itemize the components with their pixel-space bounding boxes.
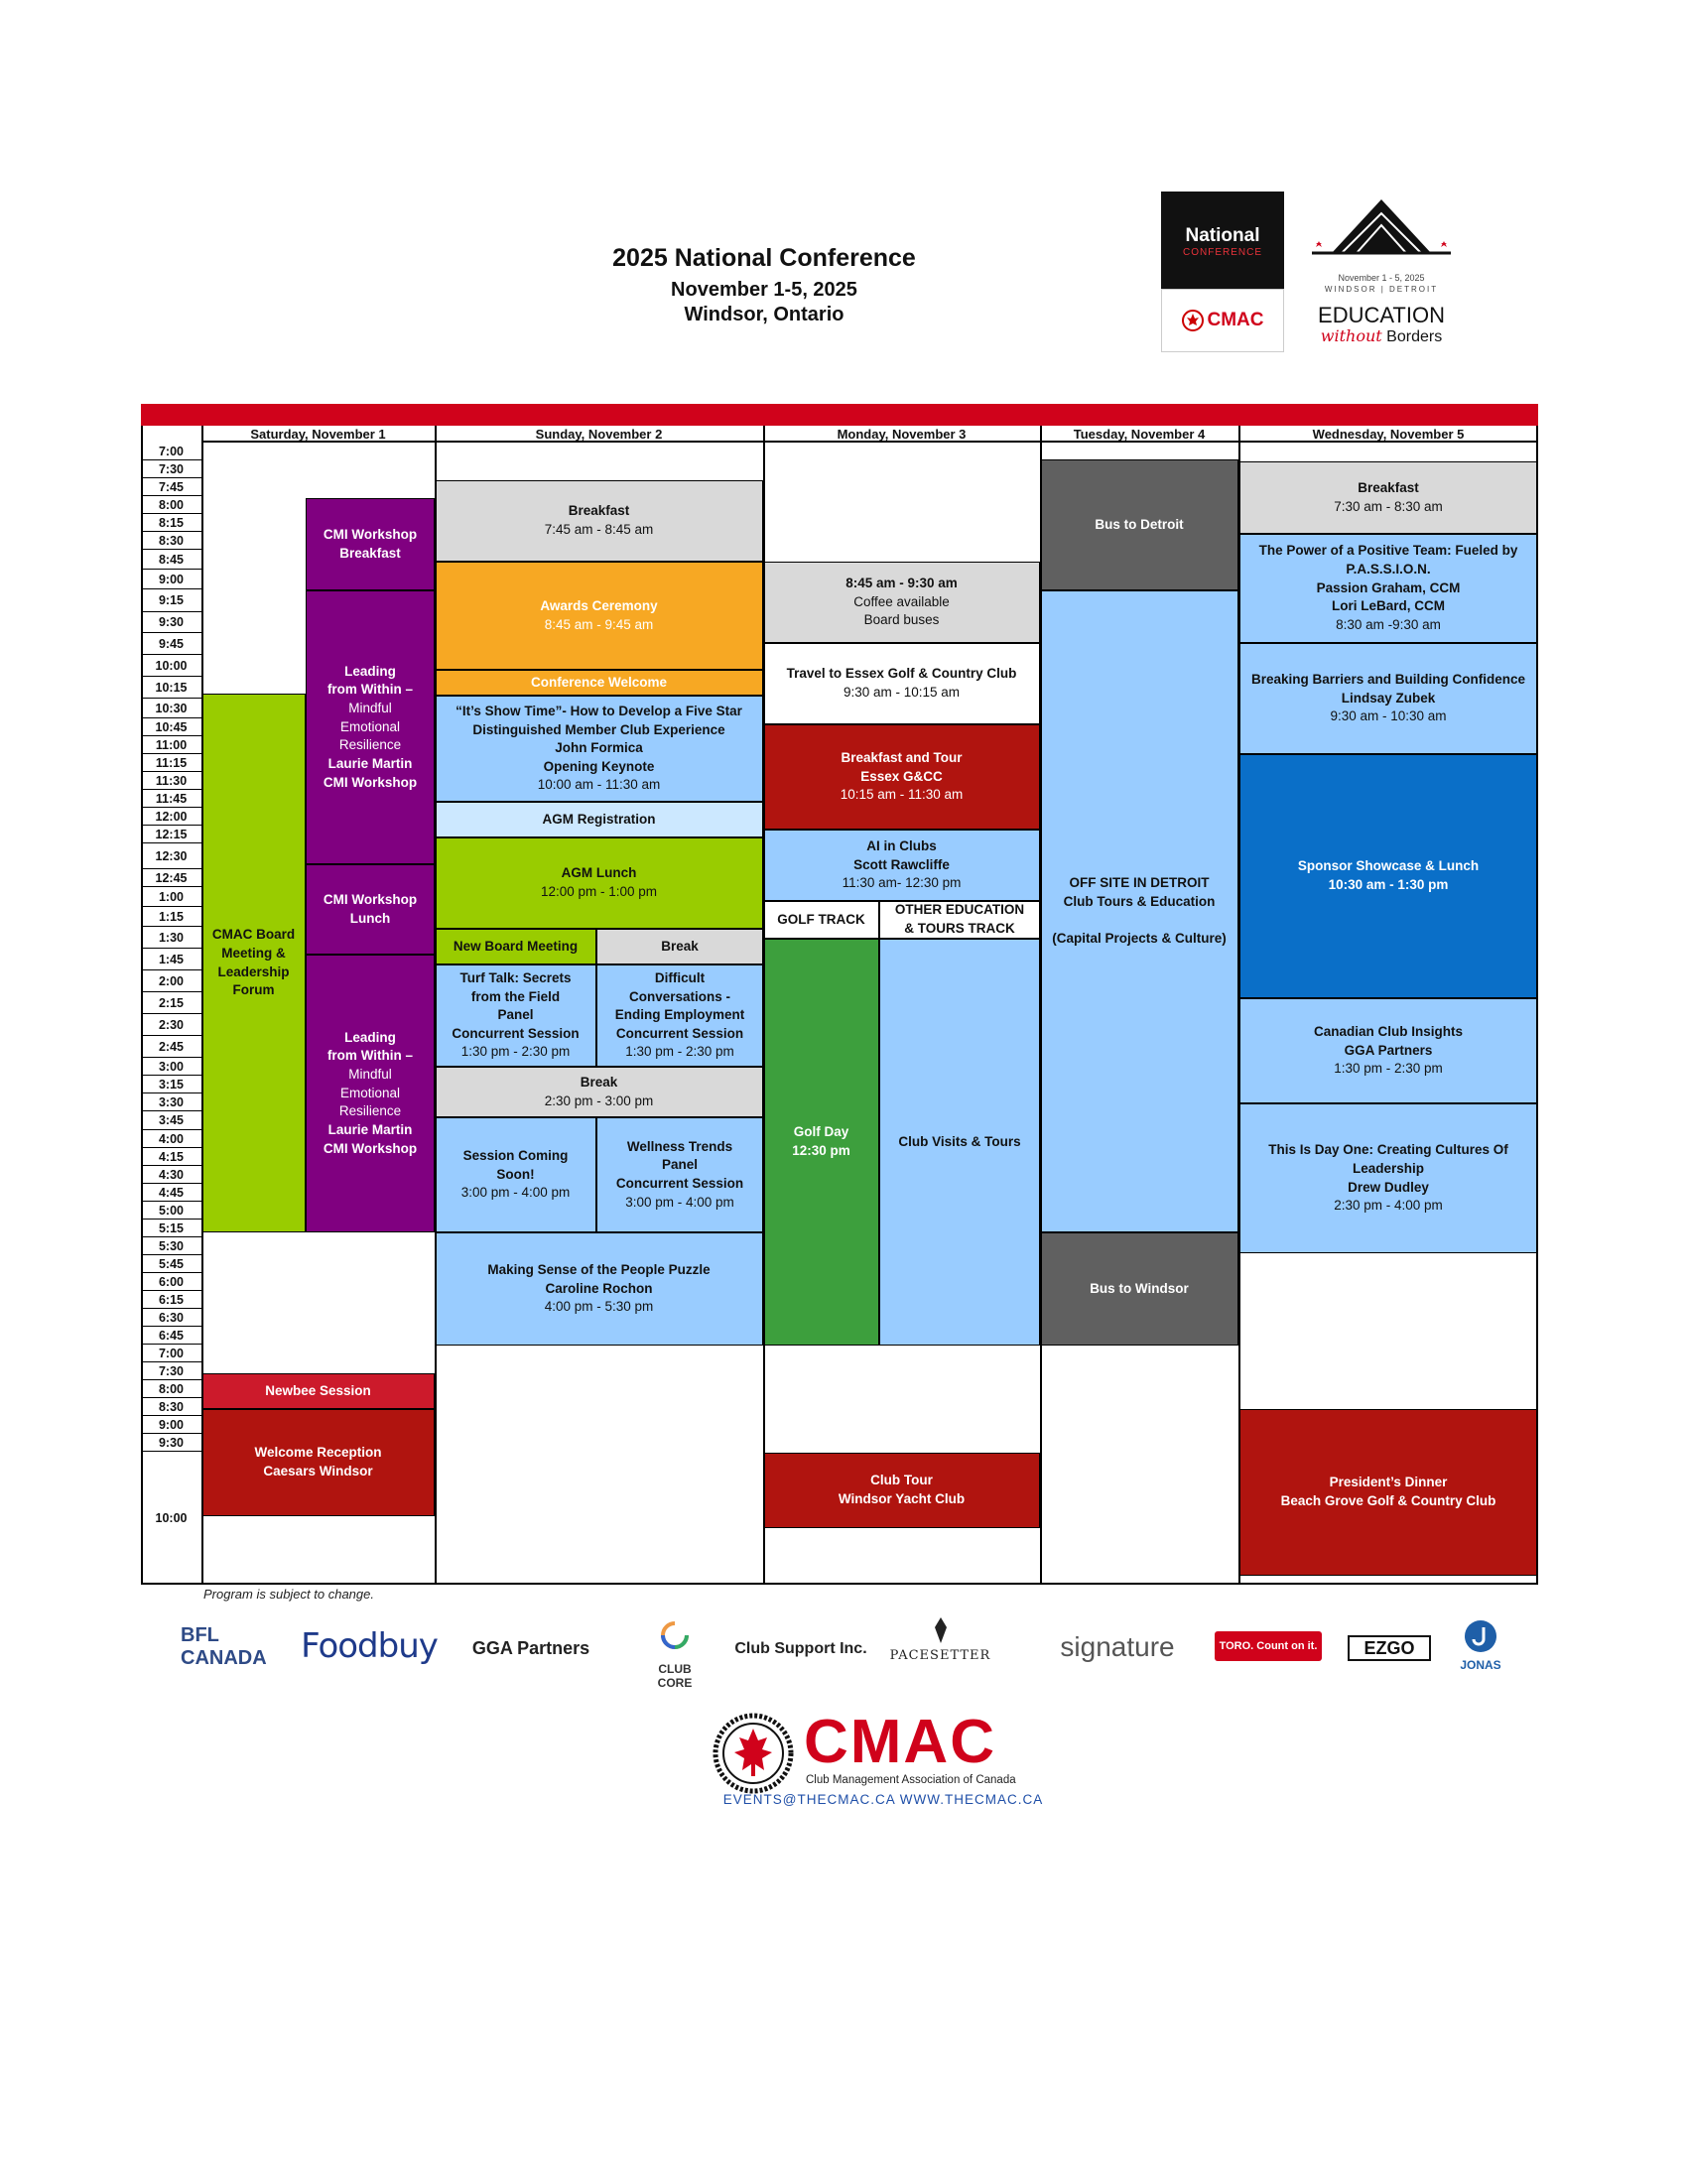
logo-conference-text: CONFERENCE — [1182, 247, 1262, 258]
event-line: Laurie Martin — [327, 755, 413, 771]
event-tue-bus-detroit — [1040, 459, 1238, 590]
education-without-borders-logo — [1302, 192, 1461, 352]
event-line: 8:30 am -9:30 am — [1336, 616, 1441, 632]
event-line: from Within – — [326, 682, 414, 698]
event-line: Concurrent Session — [615, 1176, 744, 1191]
event-wed-presidents-dinner — [1238, 1409, 1538, 1576]
event-sat-newbee — [201, 1373, 435, 1409]
time-label: 2:15 — [141, 992, 201, 1014]
event-sat-reception — [201, 1409, 435, 1516]
event-line: The Power of a Positive Team: Fueled by — [1258, 543, 1518, 559]
event-line: Leadership — [1352, 1160, 1425, 1176]
event-line: “It’s Show Time”- How to Develop a Five Star — [455, 703, 742, 718]
time-label: 8:00 — [141, 496, 201, 514]
event-mon-club-visits — [879, 939, 1040, 1346]
day-header-monday: Monday, November 3 — [763, 426, 1040, 443]
national-conference-logo — [1161, 192, 1284, 352]
event-line: Beach Grove Golf & Country Club — [1280, 1493, 1496, 1508]
event-line: Opening Keynote — [543, 758, 655, 774]
time-label: 3:00 — [141, 1058, 201, 1076]
event-line: 7:30 am - 8:30 am — [1334, 498, 1443, 514]
event-line: Ending Employment — [614, 1007, 745, 1023]
time-label: 8:30 — [141, 532, 201, 550]
pacesetter-icon — [929, 1617, 953, 1643]
schedule-note: Program is subject to change. — [203, 1587, 374, 1602]
day-header-sunday: Sunday, November 2 — [435, 426, 763, 443]
event-line: Wellness Trends — [626, 1138, 733, 1154]
time-label: 4:30 — [141, 1166, 201, 1184]
event-line: 12:30 pm — [792, 1143, 850, 1158]
event-line: CMI Workshop — [323, 1140, 418, 1156]
grid-column-line — [763, 426, 765, 1585]
event-line: Break — [580, 1074, 618, 1090]
event-line: AGM Lunch — [561, 865, 637, 881]
event-sun-agm-lunch — [435, 837, 763, 929]
event-line: 9:30 am - 10:30 am — [1330, 708, 1447, 724]
footer-links[interactable]: EVENTS@THECMAC.CA WWW.THECMAC.CA — [722, 1792, 1044, 1807]
time-label: 8:15 — [141, 514, 201, 532]
event-line: Resilience — [338, 1103, 402, 1119]
time-label: 5:30 — [141, 1237, 201, 1255]
event-line: CMI Workshop — [323, 891, 418, 907]
time-label: 10:45 — [141, 718, 201, 736]
sponsor-bfl-canada: BFL CANADA — [181, 1624, 267, 1669]
event-line: Making Sense of the People Puzzle — [487, 1262, 711, 1278]
event-line: Golf Day — [793, 1124, 849, 1140]
event-wed-breakfast — [1238, 461, 1538, 534]
event-tue-offsite — [1040, 590, 1238, 1232]
jonas-icon — [1464, 1619, 1497, 1653]
event-line: John Formica — [555, 740, 643, 756]
event-line: Windsor Yacht Club — [838, 1491, 966, 1506]
day-header-wednesday: Wednesday, November 5 — [1238, 426, 1538, 443]
grid-column-line — [141, 426, 143, 1585]
time-label: 9:30 — [141, 1434, 201, 1452]
grid-column-line — [201, 426, 203, 1585]
event-line: Concurrent Session — [615, 1025, 744, 1041]
event-line: Lori LeBard, CCM — [1331, 598, 1445, 614]
sponsor-pacesetter-label: PACESETTER — [889, 1648, 991, 1663]
sponsor-club-core — [645, 1619, 705, 1690]
event-tue-bus-windsor — [1040, 1232, 1238, 1346]
event-line: Lindsay Zubek — [1341, 690, 1436, 706]
event-mon-other-track — [879, 901, 1040, 939]
event-line: from Within – — [326, 1048, 414, 1064]
event-line: 1:30 pm - 2:30 pm — [1334, 1061, 1443, 1077]
event-line: 2:30 pm - 4:00 pm — [1334, 1198, 1443, 1214]
event-sat-board — [201, 694, 306, 1232]
time-label: 6:15 — [141, 1291, 201, 1309]
event-line: Soon! — [496, 1166, 535, 1182]
time-label: 1:00 — [141, 887, 201, 907]
time-label: 1:15 — [141, 907, 201, 927]
event-line: Caesars Windsor — [263, 1464, 373, 1478]
event-line: 8:45 am - 9:45 am — [544, 616, 654, 632]
event-wed-showcase — [1238, 754, 1538, 998]
time-label: 8:00 — [141, 1380, 201, 1398]
time-label: 10:15 — [141, 677, 201, 699]
time-label: 10:00 — [141, 655, 201, 677]
event-sun-awards — [435, 562, 763, 670]
event-line: 10:00 am - 11:30 am — [537, 777, 661, 793]
event-line: Breakfast — [1358, 479, 1419, 495]
time-label: 6:30 — [141, 1309, 201, 1327]
grid-column-line — [435, 426, 437, 1585]
event-line: 1:30 pm - 2:30 pm — [460, 1044, 571, 1060]
time-label: 12:30 — [141, 843, 201, 869]
time-label: 9:00 — [141, 570, 201, 589]
event-line: Drew Dudley — [1348, 1179, 1429, 1195]
event-line: (Capital Projects & Culture) — [1052, 931, 1227, 947]
event-line: Scott Rawcliffe — [853, 856, 950, 872]
event-line: Bus to Detroit — [1095, 516, 1184, 532]
time-label: 11:30 — [141, 772, 201, 790]
time-label: 4:15 — [141, 1148, 201, 1166]
event-line: 10:15 am - 11:30 am — [840, 787, 964, 803]
schedule-grid — [141, 426, 1538, 1585]
event-line: Laurie Martin — [327, 1121, 413, 1137]
sponsor-pacesetter — [888, 1617, 992, 1677]
time-label: 10:30 — [141, 699, 201, 718]
event-wed-barriers — [1238, 643, 1538, 754]
logo-dates: November 1 - 5, 2025 — [1338, 273, 1425, 283]
bridge-icon — [1302, 192, 1461, 271]
time-label: 1:45 — [141, 949, 201, 970]
event-sun-new-board — [435, 929, 596, 964]
event-line: Mindful — [348, 701, 392, 716]
event-line: Travel to Essex Golf & Country Club — [786, 666, 1017, 682]
event-line: Conference Welcome — [530, 674, 668, 690]
event-sun-difficult — [596, 964, 763, 1067]
event-line: 4:00 pm - 5:30 pm — [544, 1299, 654, 1315]
time-label: 6:00 — [141, 1273, 201, 1291]
event-line: Lunch — [349, 910, 391, 926]
logo-cmac-text: CMAC — [1207, 310, 1264, 330]
event-line — [1137, 912, 1141, 931]
event-line: Leading — [344, 663, 396, 679]
event-wed-insights — [1238, 998, 1538, 1103]
event-line: Club Tours & Education — [1063, 893, 1216, 909]
event-sun-welcome — [435, 670, 763, 696]
time-label: 9:00 — [141, 1416, 201, 1434]
event-line: Coffee available — [853, 593, 950, 609]
grid-column-line — [1536, 426, 1538, 1585]
time-label: 11:00 — [141, 736, 201, 754]
event-line: Awards Ceremony — [540, 597, 658, 613]
event-line: & TOURS TRACK — [904, 921, 1015, 936]
sponsor-foodbuy: Foodbuy — [301, 1626, 438, 1666]
event-line: Breakfast — [339, 545, 401, 561]
event-line: OFF SITE IN DETROIT — [1069, 875, 1210, 891]
event-wed-positive-team — [1238, 534, 1538, 643]
event-line: from the Field — [470, 988, 561, 1004]
event-line: Sponsor Showcase & Lunch — [1297, 858, 1480, 874]
event-line: GOLF TRACK — [777, 911, 865, 927]
event-line: AI in Clubs — [866, 838, 937, 854]
grid-column-line — [1040, 426, 1042, 1585]
cmac-footer-logo — [713, 1708, 1030, 1804]
event-line: Essex G&CC — [860, 768, 943, 784]
event-line: Panel — [661, 1157, 699, 1173]
event-line: 8:45 am - 9:30 am — [845, 576, 958, 591]
sponsor-jonas — [1451, 1619, 1510, 1679]
time-label: 11:15 — [141, 754, 201, 772]
sponsor-signature: signature — [1060, 1631, 1175, 1662]
event-line: 7:45 am - 8:45 am — [544, 522, 654, 537]
day-header-tuesday: Tuesday, November 4 — [1040, 426, 1238, 443]
sponsor-club-support: Club Support Inc. — [734, 1640, 867, 1657]
event-line: Mindful — [348, 1067, 392, 1083]
logo-education-text: EDUCATION — [1318, 303, 1445, 327]
event-line: Bus to Windsor — [1090, 1280, 1189, 1296]
event-sat-leading-2 — [306, 955, 435, 1232]
grid-bottom-line — [141, 1583, 1538, 1585]
event-line: Breakfast and Tour — [841, 750, 963, 766]
event-line: Break — [661, 938, 699, 954]
event-line: Concurrent Session — [452, 1025, 580, 1041]
time-label: 11:45 — [141, 790, 201, 808]
event-line: CMAC Board — [211, 927, 296, 943]
event-line: 1:30 pm - 2:30 pm — [625, 1044, 734, 1060]
event-sat-leading-1 — [306, 590, 435, 864]
logo-without-text: without — [1320, 326, 1382, 345]
time-label: 7:30 — [141, 460, 201, 478]
logo-national-text: National — [1185, 225, 1260, 246]
time-label: 2:30 — [141, 1014, 201, 1036]
time-label: 4:45 — [141, 1184, 201, 1202]
event-line: This Is Day One: Creating Cultures Of — [1268, 1142, 1508, 1158]
event-line: Leadership — [217, 964, 290, 979]
time-label: 1:30 — [141, 927, 201, 949]
event-mon-coffee — [763, 562, 1040, 643]
time-label: 12:45 — [141, 869, 201, 887]
event-mon-ai — [763, 830, 1040, 901]
event-sat-cmi-breakfast — [306, 498, 435, 590]
event-line: Breakfast — [568, 503, 630, 519]
event-sun-coming-soon — [435, 1117, 596, 1232]
club-core-icon — [645, 1619, 705, 1657]
event-line: Turf Talk: Secrets — [459, 969, 572, 985]
time-label: 3:45 — [141, 1111, 201, 1130]
event-mon-breakfast-tour — [763, 724, 1040, 830]
event-line: President’s Dinner — [1329, 1475, 1448, 1490]
event-line: Meeting & — [221, 945, 286, 961]
time-label: 5:15 — [141, 1220, 201, 1237]
event-line: Forum — [232, 982, 275, 998]
event-line: 12:00 pm - 1:00 pm — [540, 884, 658, 899]
time-label: 10:00 — [141, 1452, 201, 1585]
conference-dates: November 1-5, 2025 — [671, 279, 857, 301]
event-mon-travel — [763, 643, 1040, 724]
sponsor-ezgo: EZGO — [1348, 1635, 1431, 1661]
event-line: Club Tour — [870, 1473, 933, 1488]
footer-cmac-subtitle: Club Management Association of Canada — [806, 1774, 1016, 1786]
event-line: Difficult — [654, 969, 706, 985]
event-sun-people-puzzle — [435, 1232, 763, 1346]
conference-location: Windsor, Ontario — [684, 304, 844, 325]
event-wed-day-one — [1238, 1103, 1538, 1253]
sponsor-club-core-label: CLUB CORE — [657, 1662, 693, 1690]
event-sun-wellness — [596, 1117, 763, 1232]
time-label: 4:00 — [141, 1130, 201, 1148]
event-sun-break-1 — [596, 929, 763, 964]
event-line: Newbee Session — [265, 1382, 371, 1398]
time-label: 3:30 — [141, 1093, 201, 1111]
event-line: CMI Workshop — [323, 774, 418, 790]
sponsor-gga-partners: GGA Partners — [471, 1637, 590, 1658]
time-label: 5:00 — [141, 1202, 201, 1220]
event-sun-keynote — [435, 696, 763, 802]
time-label: 12:15 — [141, 826, 201, 843]
footer-cmac-text: CMAC — [804, 1708, 996, 1776]
event-sun-breakfast — [435, 480, 763, 562]
event-line: OTHER EDUCATION — [894, 902, 1025, 918]
maple-leaf-seal-icon — [713, 1713, 794, 1794]
event-line: Passion Graham, CCM — [1316, 579, 1461, 595]
event-sun-turf — [435, 964, 596, 1067]
day-header-saturday: Saturday, November 1 — [201, 426, 435, 443]
time-label: 2:45 — [141, 1036, 201, 1058]
event-line: Club Visits & Tours — [898, 1133, 1021, 1149]
event-line: Conversations - — [628, 988, 731, 1004]
event-line: Session Coming — [462, 1148, 569, 1164]
event-line: Leading — [344, 1029, 396, 1045]
time-label: 9:30 — [141, 612, 201, 633]
sponsor-toro: TORO. Count on it. — [1215, 1631, 1322, 1661]
time-label: 8:30 — [141, 1398, 201, 1416]
maple-leaf-icon — [1182, 310, 1204, 331]
sponsor-jonas-label: JONAS — [1460, 1658, 1501, 1672]
logo-cities: WINDSOR | DETROIT — [1324, 285, 1439, 294]
time-label: 9:45 — [141, 633, 201, 655]
time-label: 7:45 — [141, 478, 201, 496]
event-line: Emotional — [339, 1085, 401, 1100]
event-line: Emotional — [339, 718, 401, 734]
event-mon-club-tour — [763, 1453, 1040, 1528]
event-line: New Board Meeting — [453, 938, 579, 954]
event-line: Panel — [497, 1007, 534, 1023]
time-label: 2:00 — [141, 970, 201, 992]
event-line: Breaking Barriers and Building Confidence — [1250, 672, 1526, 688]
logo-borders-text: Borders — [1386, 328, 1443, 345]
time-label: 7:00 — [141, 1345, 201, 1362]
event-sun-agm-reg — [435, 802, 763, 837]
event-line: 3:00 pm - 4:00 pm — [625, 1194, 734, 1210]
time-label: 9:15 — [141, 589, 201, 612]
event-line: Caroline Rochon — [545, 1280, 653, 1296]
event-line: 10:30 am - 1:30 pm — [1328, 877, 1449, 892]
event-mon-golf-track — [763, 901, 879, 939]
event-line: Welcome Reception — [254, 1445, 382, 1461]
event-line: Board buses — [863, 612, 940, 628]
event-sun-break-2 — [435, 1067, 763, 1117]
time-label: 7:00 — [141, 443, 201, 460]
event-line: 3:00 pm - 4:00 pm — [460, 1185, 571, 1201]
event-line: P.A.S.S.I.O.N. — [1346, 562, 1431, 578]
event-line: CMI Workshop — [323, 526, 418, 542]
event-line: 2:30 pm - 3:00 pm — [544, 1092, 654, 1108]
time-label: 3:15 — [141, 1076, 201, 1093]
time-label: 5:45 — [141, 1255, 201, 1273]
time-label: 7:30 — [141, 1362, 201, 1380]
event-line: AGM Registration — [542, 811, 656, 827]
event-line: GGA Partners — [1344, 1042, 1433, 1058]
event-mon-golf-day — [763, 939, 879, 1346]
event-line: 11:30 am- 12:30 pm — [842, 875, 962, 891]
event-line: Distinguished Member Club Experience — [472, 721, 725, 737]
schedule-header-bar — [141, 404, 1538, 426]
time-label: 12:00 — [141, 808, 201, 826]
event-line: Resilience — [338, 737, 402, 753]
grid-column-line — [1238, 426, 1240, 1585]
page-title: 2025 National Conference — [612, 244, 916, 272]
event-line: 9:30 am - 10:15 am — [843, 685, 961, 700]
event-sat-cmi-lunch — [306, 864, 435, 955]
event-line: Canadian Club Insights — [1313, 1024, 1463, 1040]
time-label: 8:45 — [141, 550, 201, 570]
time-label: 6:45 — [141, 1327, 201, 1345]
